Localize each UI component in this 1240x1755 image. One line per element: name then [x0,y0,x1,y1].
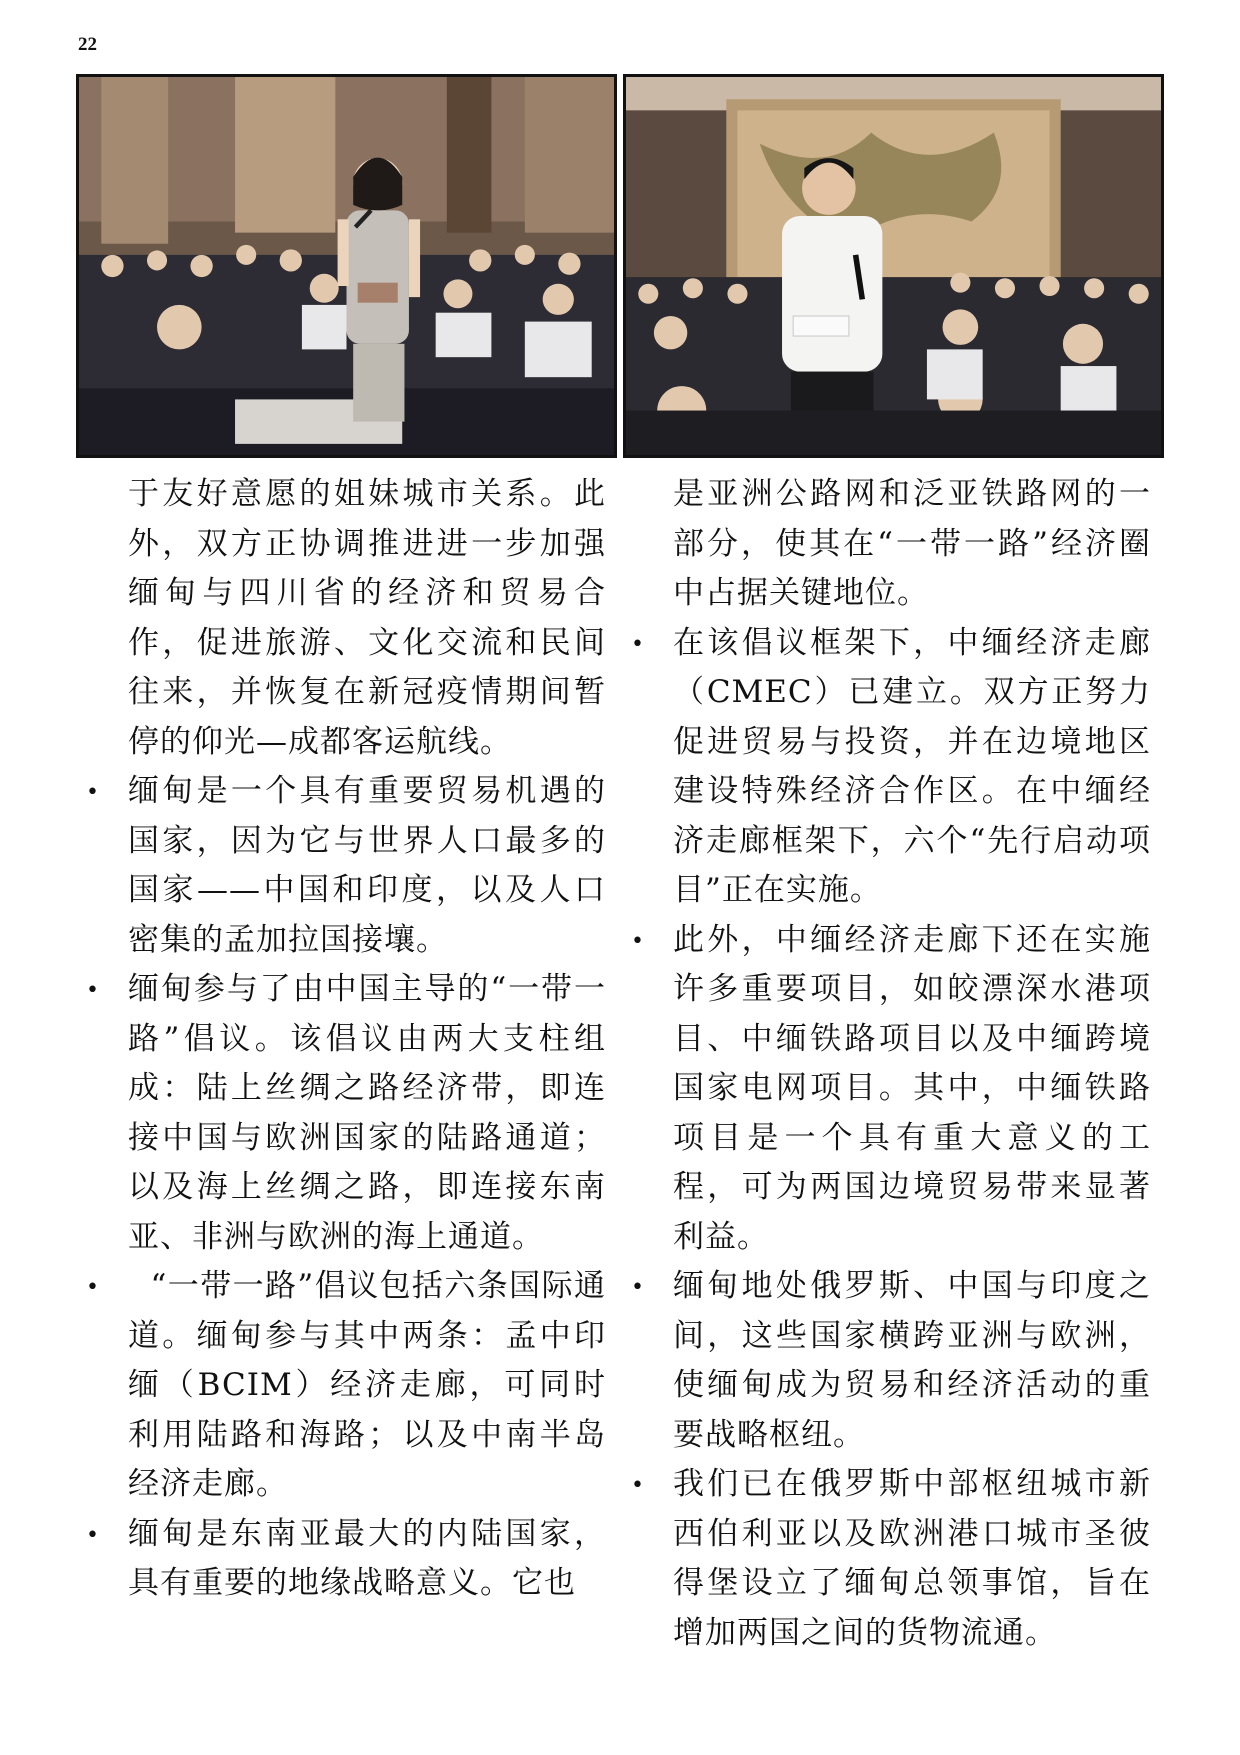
bullet-paragraph: • 此外，中缅经济走廊下还在实施许多重要项目，如皎漂深水港项目、中缅铁路项目以及中缅跨境国家电网项目。其中，中缅铁路项目是一个具有重大意义的工程，可为两国边境贸易带来显著利益。 [625,916,1151,1263]
photo-strip [76,74,1164,458]
conference-photo-man-speaking [623,74,1164,458]
bullet-paragraph: • “一带一路”倡议包括六条国际通道。缅甸参与其中两条：孟中印缅（BCIM）经济走廊，可同时利用陆路和海路；以及中南半岛经济走廊。 [80,1262,606,1510]
bullet-paragraph: • 缅甸参与了由中国主导的“一带一路”倡议。该倡议由两大支柱组成：陆上丝绸之路经济带，即连接中国与欧洲国家的陆路通道；以及海上丝绸之路，即连接东南亚、非洲与欧洲的海上通道。 [80,965,606,1262]
conference-photo-woman-speaking [76,74,617,458]
left-column [80,470,615,1658]
conference-photo-man-image [626,77,1161,455]
paragraph: 是亚洲公路网和泛亚铁路网的一部分，使其在“一带一路”经济圈中占据关键地位。 [673,476,1151,611]
bullet-paragraph: • 缅甸地处俄罗斯、中国与印度之间，这些国家横跨亚洲与欧洲，使缅甸成为贸易和经济活动的重要战略枢纽。 [625,1262,1151,1460]
bullet-paragraph: • 缅甸是东南亚最大的内陆国家，具有重要的地缘战略意义。它也 [80,1510,606,1609]
bullet-paragraph: • 在该倡议框架下，中缅经济走廊（CMEC）已建立。双方正努力促进贸易与投资，并在边境地区建设特殊经济合作区。在中缅经济走廊框架下，六个“先行启动项目”正在实施。 [625,619,1151,916]
paragraph: 于友好意愿的姐妹城市关系。此外，双方正协调推进进一步加强缅甸与四川省的经济和贸易合作，促进旅游、文化交流和民间往来，并恢复在新冠疫情期间暂停的仰光—成都客运航线。 [128,476,606,760]
page-number: 22 [78,34,97,55]
text-columns [80,470,1160,1658]
conference-photo-woman-image [79,77,614,455]
bullet-paragraph: • 我们已在俄罗斯中部枢纽城市新西伯利亚以及欧洲港口城市圣彼得堡设立了缅甸总领事馆，旨在增加两国之间的货物流通。 [625,1460,1151,1658]
bullet-paragraph: • 缅甸是一个具有重要贸易机遇的国家，因为它与世界人口最多的国家——中国和印度，以及人口密集的孟加拉国接壤。 [80,767,606,965]
right-column [615,470,1160,1658]
